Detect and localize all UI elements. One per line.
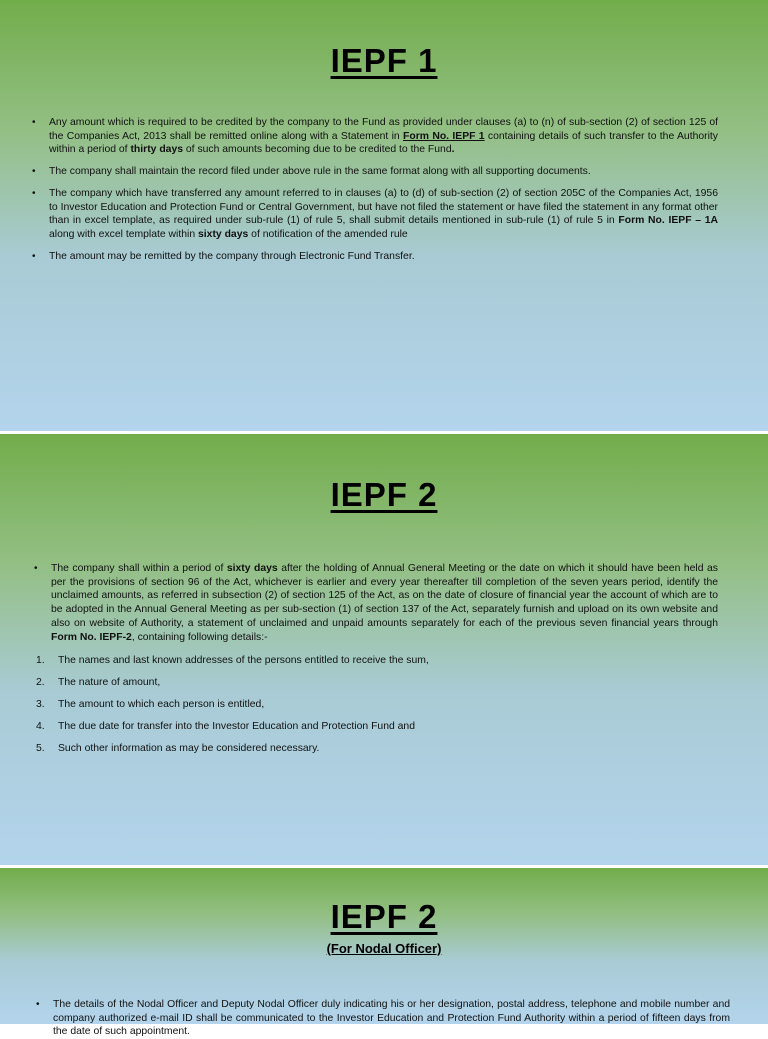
list-item: 1. The names and last known addresses of the persons entitled to receive the sum, xyxy=(36,655,429,666)
text-run: . xyxy=(451,144,455,156)
text-run: The company shall maintain the record filed under above rule in the same format along with all supporting documents. xyxy=(49,166,591,178)
text-run: The company which have transferred any amount referred to in clauses (a) to (d) of sub-section (2) of section 205C of the Companies Act, 1956 to Investor Education and Protection Fund or Central Government, but have not filed the statement or have filed the statement in any format other than in excel template, as required under sub-rule (1) of rule 5, shall submit details mentioned in sub-rule (1) of rule 5 in xyxy=(49,187,718,227)
numbered-list xyxy=(36,654,716,764)
text-run: The amount may be remitted by the company through Electronic Fund Transfer. xyxy=(49,250,415,262)
text-run: Form No. IEPF-2 xyxy=(51,631,132,643)
text-run: after the holding of Annual General Meeting or the date on which it should have been held as per the provisions of section 96 of the Act, whichever is earlier and every year thereafter till completion of the seven years period, identify the unclaimed amounts, as referred in subsection (2) of section 125 of the Act, as on the date of closure of financial year the account of which are to be adopted in the Annual General Meeting as per sub-section (1) of section 137 of the Act, separately furnish and upload on its own website and also on website of Authority, a statement of unclaimed and unpaid amounts separately for each of the previous seven financial years through xyxy=(51,563,718,629)
bullet-item xyxy=(36,998,730,1039)
bullet-list xyxy=(32,116,718,263)
text-run: , containing following details:- xyxy=(131,631,268,643)
text-run: Any amount which is required to be credited by the company to the Fund as provided under clauses (a) to (n) of sub-section (2) of section 125 of the Companies Act, 2013 shall be remitted online along with a Statement in xyxy=(49,117,718,142)
text-run: of such amounts becoming due to be credited to the Fund xyxy=(183,144,452,156)
bullet-item xyxy=(34,562,718,644)
list-item: 5. Such other information as may be considered necessary. xyxy=(36,743,320,754)
bullet-item xyxy=(32,165,718,179)
text-run: sixty days xyxy=(198,228,249,240)
text-run: along with excel template within xyxy=(49,228,199,240)
text-run: The company shall within a period of xyxy=(51,563,227,574)
text-run: containing details of such transfer to the Authority within a period of xyxy=(49,130,718,156)
slide-title: IEPF 1 xyxy=(330,42,438,79)
text-run: thirty days xyxy=(130,144,183,156)
slide-title: IEPF 2 xyxy=(330,898,438,935)
bullet-item xyxy=(32,187,718,242)
text-run: Form No. IEPF – 1A xyxy=(618,215,718,227)
slide-subtitle: (For Nodal Officer) xyxy=(326,941,442,956)
bullet-list xyxy=(34,562,718,644)
list-item: 4. The due date for transfer into the Investor Education and Protection Fund and xyxy=(36,721,415,732)
list-item: 2. The nature of amount, xyxy=(36,677,161,688)
list-item: 3. The amount to which each person is entitled, xyxy=(36,699,265,710)
text-run: The details of the Nodal Officer and Deputy Nodal Officer duly indicating his or her designation, postal address, telephone and mobile number and company authorized e-mail ID shall be communicated to the Investor Education and Protection Fund Authority within a period of fifteen days from the date of such appointment. xyxy=(53,999,730,1038)
text-run: sixty days xyxy=(226,563,278,574)
slide-iepf-1 xyxy=(0,0,768,431)
slide-title: IEPF 2 xyxy=(330,476,438,513)
bullet-list xyxy=(36,998,730,1039)
bullet-item xyxy=(32,250,718,264)
text-run: Form No. IEPF 1 xyxy=(403,130,485,142)
text-run: of notification of the amended rule xyxy=(248,228,408,240)
bullet-item xyxy=(32,116,718,157)
slide-iepf-2-nodal-officer xyxy=(0,868,768,1038)
slide-iepf-2 xyxy=(0,434,768,865)
